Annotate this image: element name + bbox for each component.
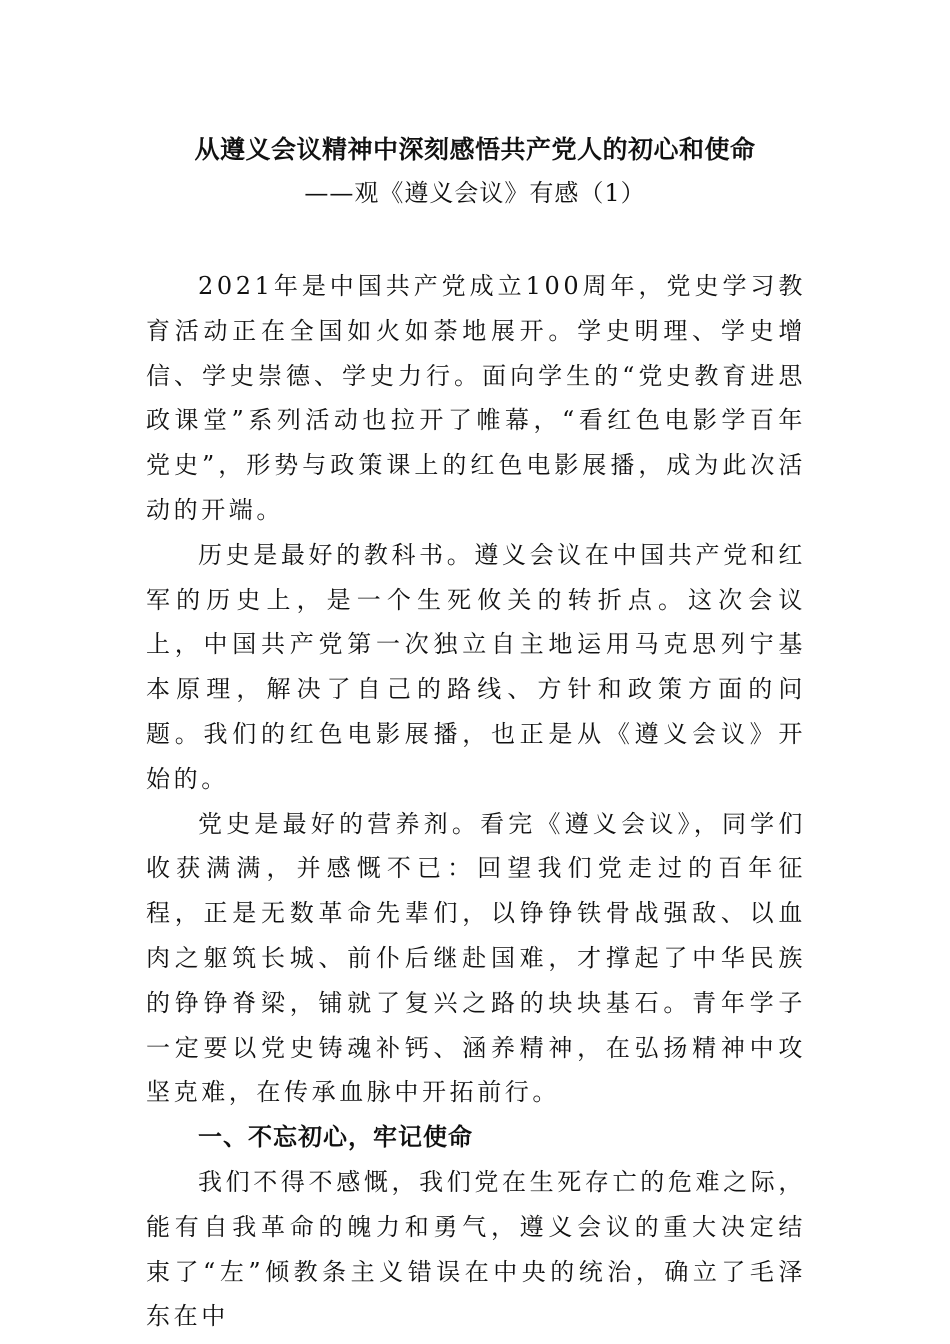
document-body	[146, 264, 806, 1339]
section-heading: 一、不忘初心，牢记使命	[198, 1123, 473, 1152]
paragraph-2: 历史是最好的教科书。遵义会议在中国共产党和红军的历史上，是一个生死攸关的转折点。这次会议上，中国共产党第一次独立自主地运用马克思列宁基本原理，解决了自己的路线、方针和政策方面的问题。我们的红色电影展播，也正是从《遵义会议》开始的。	[146, 540, 806, 793]
paragraph-1: 2021年是中国共产党成立100周年，党史学习教育活动正在全国如火如荼地展开。学史明理、学史增信、学史崇德、学史力行。面向学生的“党史教育进思政课堂”系列活动也拉开了帷幕，“看红色电影学百年党史”，形势与政策课上的红色电影展播，成为此次活动的开端。	[146, 272, 806, 524]
document-subtitle: ——观《遵义会议》有感（1）	[304, 179, 646, 207]
paragraph-3: 党史是最好的营养剂。看完《遵义会议》，同学们收获满满，并感慨不已：回望我们党走过的百年征程，正是无数革命先辈们，以铮铮铁骨战强敌、以血肉之躯筑长城、前仆后继赴国难，才撑起了中华民族的铮铮脊梁，铺就了复兴之路的块块基石。青年学子一定要以党史铸魂补钙、涵养精神，在弘扬精神中攻坚克难，在传承血脉中开拓前行。	[146, 809, 806, 1107]
section-paragraph: 我们不得不感慨，我们党在生死存亡的危难之际，能有自我革命的魄力和勇气，遵义会议的重大决定结束了“左”倾教条主义错误在中央的统治，确立了毛泽东在中	[146, 1167, 806, 1331]
document-title: 从遵义会议精神中深刻感悟共产党人的初心和使命	[194, 135, 756, 164]
